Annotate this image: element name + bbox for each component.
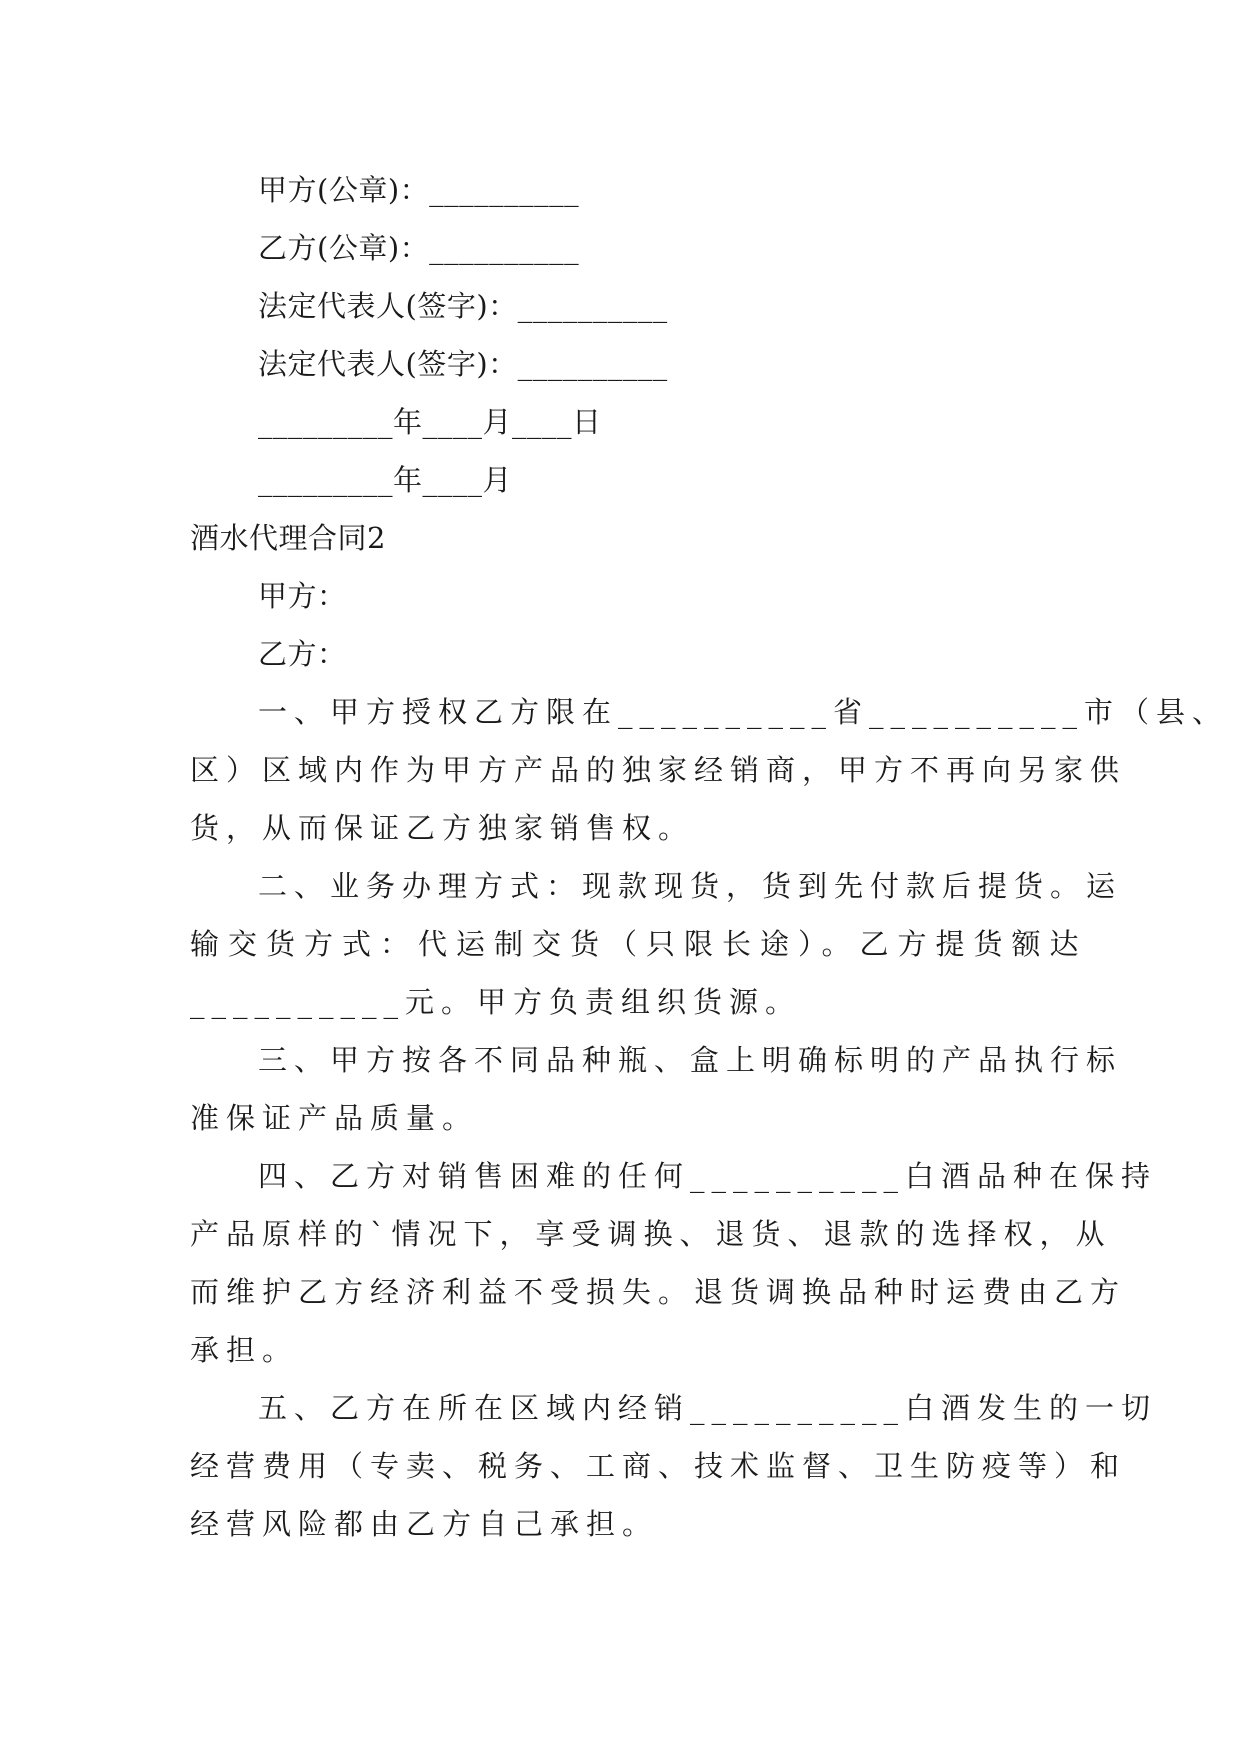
clause-2-line-1: 二、业务办理方式：现款现货，货到先付款后提货。运 [258, 869, 1123, 903]
contract-title: 酒水代理合同2 [190, 521, 386, 555]
legal-rep-signature-line-2: 法定代表人(签字)：__________ [258, 347, 668, 381]
clause-4-line-2: 产品原样的`情况下，享受调换、退货、退款的选择权，从 [190, 1217, 1112, 1251]
clause-1-line-1: 一、甲方授权乙方限在__________省__________市（县、 [258, 695, 1229, 729]
clause-2-line-3: __________元。甲方负责组织货源。 [190, 985, 802, 1019]
clause-1-line-2: 区）区域内作为甲方产品的独家经销商，甲方不再向另家供 [190, 753, 1127, 787]
party-a-label: 甲方： [258, 579, 347, 613]
legal-rep-signature-line-1: 法定代表人(签字)：__________ [258, 289, 668, 323]
party-a-seal-line: 甲方(公章)：__________ [258, 173, 580, 207]
clause-3-line-2: 准保证产品质量。 [190, 1101, 479, 1135]
party-b-seal-line: 乙方(公章)：__________ [258, 231, 580, 265]
clause-4-line-4: 承担。 [190, 1333, 299, 1367]
clause-4-line-3: 而维护乙方经济利益不受损失。退货调换品种时运费由乙方 [190, 1275, 1127, 1309]
party-b-label: 乙方： [258, 637, 347, 671]
clause-2-line-2: 输交货方式：代运制交货（只限长途）。乙方提货额达 [190, 927, 1088, 961]
date-line-1: _________年____月____日 [258, 405, 602, 439]
clause-5-line-1: 五、乙方在所在区域内经销__________白酒发生的一切 [258, 1391, 1158, 1425]
date-line-2: _________年____月 [258, 463, 513, 497]
clause-1-line-3: 货，从而保证乙方独家销售权。 [190, 811, 695, 845]
clause-3-line-1: 三、甲方按各不同品种瓶、盒上明确标明的产品执行标 [258, 1043, 1123, 1077]
clause-5-line-3: 经营风险都由乙方自己承担。 [190, 1507, 659, 1541]
clause-5-line-2: 经营费用（专卖、税务、工商、技术监督、卫生防疫等）和 [190, 1449, 1127, 1483]
clause-4-line-1: 四、乙方对销售困难的任何__________白酒品种在保持 [258, 1159, 1158, 1193]
